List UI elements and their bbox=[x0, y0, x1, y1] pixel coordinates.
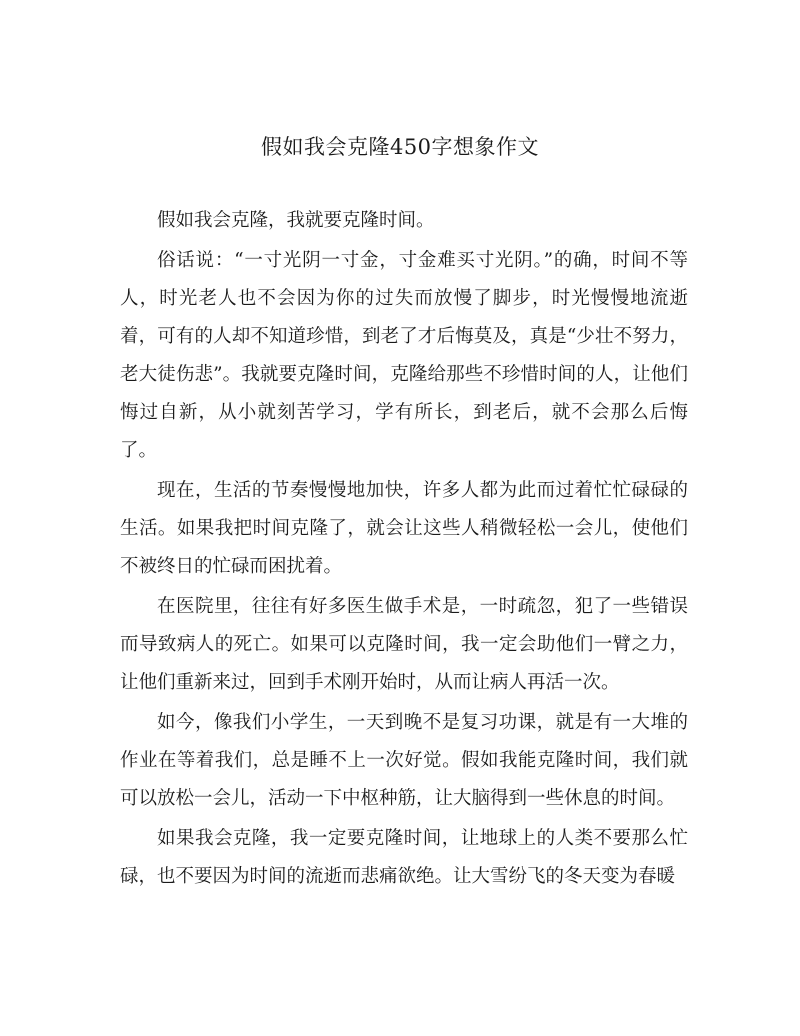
paragraph: 俗话说：“一寸光阴一寸金，寸金难买寸光阴。”的确，时间不等人，时光老人也不会因为你的过失而放慢了脚步，时光慢慢地流逝着，可有的人却不知道珍惜，到老了才后悔莫及，真是“少壮不努力，老大徒伤悲”。我就要克隆时间，克隆给那些不珍惜时间的人，让他们悔过自新，从小就刻苦学习，学有所长，到老后，就不会那么后悔了。 bbox=[120, 250, 688, 461]
paragraph: 在医院里，往往有好多医生做手术是，一时疏忽，犯了一些错误而导致病人的死亡。如果可以克隆时间，我一定会助他们一臂之力，让他们重新来过，回到手术刚开始时，从而让病人再活一次。 bbox=[120, 596, 688, 693]
document-title: 假如我会克隆450字想象作文 bbox=[260, 135, 540, 159]
paragraph: 假如我会克隆，我就要克隆时间。 bbox=[157, 210, 435, 231]
paragraph: 如今，像我们小学生，一天到晚不是复习功课，就是有一大堆的作业在等着我们，总是睡不上一次好觉。假如我能克隆时间，我们就可以放松一会儿，活动一下中枢种筋，让大脑得到一些休息的时间。 bbox=[120, 712, 688, 809]
document-body bbox=[120, 202, 688, 898]
paragraph: 如果我会克隆，我一定要克隆时间，让地球上的人类不要那么忙碌，也不要因为时间的流逝而悲痛欲绝。让大雪纷飞的冬天变为春暖 bbox=[120, 828, 688, 887]
paragraph: 现在，生活的节奏慢慢地加快，许多人都为此而过着忙忙碌碌的生活。如果我把时间克隆了，就会让这些人稍微轻松一会儿，使他们不被终日的忙碌而困扰着。 bbox=[120, 480, 688, 577]
